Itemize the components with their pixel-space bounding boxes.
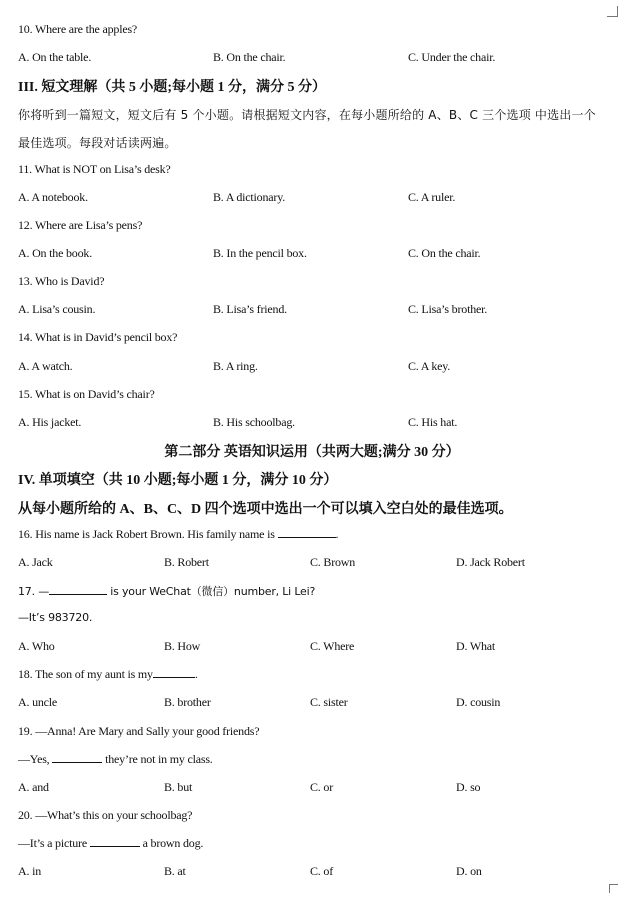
q16-option-a: A. Jack bbox=[18, 555, 53, 569]
q12-option-c: C. On the chair. bbox=[408, 246, 481, 260]
section-3-instruction-line-2: 最佳选项。每段对话读两遍。 bbox=[18, 136, 177, 150]
q20-option-a: A. in bbox=[18, 864, 42, 878]
q20-answer-blank bbox=[90, 836, 140, 847]
q12-option-a: A. On the book. bbox=[18, 246, 92, 260]
q18-option-b: B. brother bbox=[164, 695, 211, 709]
q18-option-a: A. uncle bbox=[18, 695, 58, 709]
q20-option-c: C. of bbox=[310, 864, 334, 878]
q16-answer-blank bbox=[278, 527, 336, 538]
q16-option-b: B. Robert bbox=[164, 555, 209, 569]
question-12-stem: 12. Where are Lisa’s pens? bbox=[18, 218, 143, 232]
part-2-title: 第二部分 英语知识运用（共两大题;满分 30 分） bbox=[164, 445, 460, 460]
question-18-stem bbox=[18, 667, 198, 682]
q17-answer-blank bbox=[49, 584, 107, 595]
question-19-stem: 19. —Anna! Are Mary and Sally your good friends? bbox=[18, 724, 260, 738]
q19-answer-blank bbox=[52, 752, 102, 763]
q20-reply bbox=[18, 836, 203, 851]
q17-stem-text: is your WeChat（微信）number, Li Lei? bbox=[110, 585, 316, 598]
q17-reply: —It’s 983720. bbox=[18, 611, 93, 624]
question-11-stem: 11. What is NOT on Lisa’s desk? bbox=[18, 162, 171, 176]
q12-option-b: B. In the pencil box. bbox=[213, 246, 307, 260]
q19-option-d: D. so bbox=[456, 780, 481, 794]
question-13-stem: 13. Who is David? bbox=[18, 274, 105, 288]
q19-reply bbox=[18, 752, 213, 767]
section-3-heading: III. 短文理解（共 5 小题;每小题 1 分，满分 5 分） bbox=[18, 80, 327, 95]
q20-reply-end: a brown dog. bbox=[142, 836, 204, 850]
question-16-stem bbox=[18, 527, 338, 542]
q17-option-d: D. What bbox=[456, 639, 496, 653]
q17-option-a: A. Who bbox=[18, 639, 55, 653]
q17-option-c: C. Where bbox=[310, 639, 355, 653]
q18-stem-text: 18. The son of my aunt is my bbox=[18, 667, 153, 681]
q17-stem-number: 17. — bbox=[18, 585, 49, 598]
question-14-stem: 14. What is in David’s pencil box? bbox=[18, 330, 178, 344]
q14-option-c: C. A key. bbox=[408, 359, 451, 373]
q18-stem-end: . bbox=[194, 667, 198, 681]
q20-option-d: D. on bbox=[456, 864, 482, 878]
q19-reply-end: they’re not in my class. bbox=[105, 752, 213, 766]
q17-option-b: B. How bbox=[164, 639, 201, 653]
question-17-stem bbox=[18, 583, 315, 599]
q14-option-b: B. A ring. bbox=[213, 359, 258, 373]
q11-option-c: C. A ruler. bbox=[408, 190, 456, 204]
q16-stem-end: . bbox=[335, 527, 339, 541]
q19-option-b: B. but bbox=[164, 780, 193, 794]
question-20-stem: 20. —What’s this on your schoolbag? bbox=[18, 808, 193, 822]
q10-option-b: B. On the chair. bbox=[213, 50, 286, 64]
q13-option-c: C. Lisa’s brother. bbox=[408, 302, 488, 316]
q18-option-d: D. cousin bbox=[456, 695, 501, 709]
q15-option-a: A. His jacket. bbox=[18, 415, 82, 429]
q13-option-b: B. Lisa’s friend. bbox=[213, 302, 287, 316]
question-10-stem: 10. Where are the apples? bbox=[18, 22, 138, 36]
q13-option-a: A. Lisa’s cousin. bbox=[18, 302, 96, 316]
q16-stem-text: 16. His name is Jack Robert Brown. His family name is bbox=[18, 527, 275, 541]
q14-option-a: A. A watch. bbox=[18, 359, 73, 373]
page-corner-top-right bbox=[607, 6, 618, 17]
q11-option-a: A. A notebook. bbox=[18, 190, 88, 204]
q15-option-b: B. His schoolbag. bbox=[213, 415, 295, 429]
q16-option-d: D. Jack Robert bbox=[456, 555, 525, 569]
q20-reply-start: —It’s a picture bbox=[18, 836, 87, 850]
q19-option-c: C. or bbox=[310, 780, 334, 794]
q15-option-c: C. His hat. bbox=[408, 415, 458, 429]
section-3-instruction-line-1: 你将听到一篇短文，短文后有 5 个小题。请根据短文内容，在每小题所给的 A、B、C 三个选项 中选出一个 bbox=[18, 108, 596, 122]
section-4-heading: IV. 单项填空（共 10 小题;每小题 1 分，满分 10 分） bbox=[18, 473, 338, 488]
page-corner-bottom-right bbox=[609, 884, 618, 893]
question-15-stem: 15. What is on David’s chair? bbox=[18, 387, 155, 401]
q11-option-b: B. A dictionary. bbox=[213, 190, 286, 204]
q18-answer-blank bbox=[153, 667, 195, 678]
q10-option-c: C. Under the chair. bbox=[408, 50, 496, 64]
q20-option-b: B. at bbox=[164, 864, 186, 878]
section-4-instruction: 从每小题所给的 A、B、C、D 四个选项中选出一个可以填入空白处的最佳选项。 bbox=[18, 502, 513, 517]
q10-option-a: A. On the table. bbox=[18, 50, 92, 64]
q19-option-a: A. and bbox=[18, 780, 49, 794]
q19-reply-start: —Yes, bbox=[18, 752, 50, 766]
q16-option-c: C. Brown bbox=[310, 555, 356, 569]
q18-option-c: C. sister bbox=[310, 695, 348, 709]
